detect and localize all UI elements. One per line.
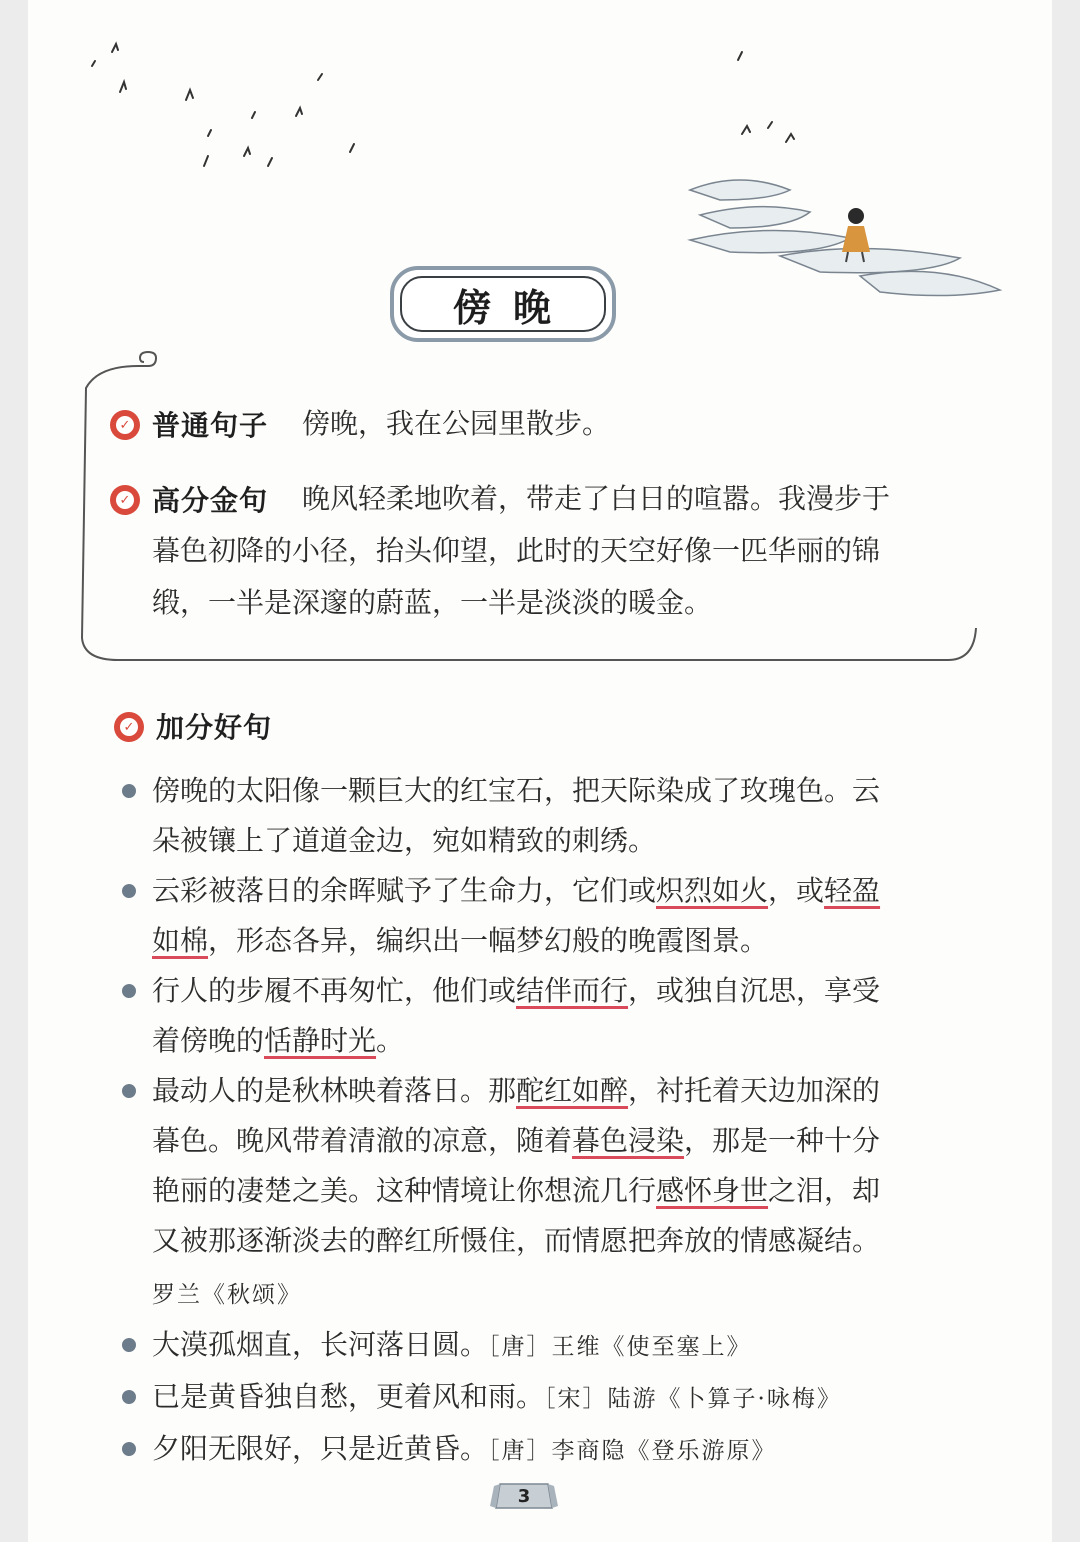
page-title: 傍晚 bbox=[400, 276, 606, 332]
underlined-phrase: 暮色浸染 bbox=[572, 1124, 685, 1157]
bonus-item-line: 如棉，形态各异，编织出一幅梦幻般的晚霞图景。 bbox=[152, 924, 769, 957]
check-badge-icon: ✓ bbox=[110, 485, 140, 515]
underlined-phrase: 结伴而行 bbox=[516, 974, 629, 1007]
bullet-icon bbox=[122, 884, 136, 898]
citation: 罗兰《秋颂》 bbox=[152, 1282, 302, 1308]
poem-line: 大漠孤烟直，长河落日圆。［唐］王维《使至塞上》 bbox=[152, 1328, 752, 1361]
gold-sentence-label: 高分金句 bbox=[152, 484, 269, 517]
citation: ［唐］李商隐《登乐游原》 bbox=[488, 1438, 777, 1464]
bonus-item-line: 艳丽的凄楚之美。这种情境让你想流几行感怀身世之泪，却 bbox=[152, 1174, 881, 1207]
page-number-badge bbox=[490, 1478, 558, 1514]
page-number: 3 bbox=[517, 1485, 531, 1507]
gold-sentence-line: 晚风轻柔地吹着，带走了白日的喧嚣。我漫步于 bbox=[302, 482, 891, 515]
bullet-icon bbox=[122, 1390, 136, 1404]
check-badge-icon: ✓ bbox=[110, 410, 140, 440]
underlined-phrase: 如棉 bbox=[152, 924, 209, 957]
bullet-icon bbox=[122, 984, 136, 998]
title-box bbox=[390, 266, 616, 342]
underlined-phrase: 感怀身世 bbox=[656, 1174, 769, 1207]
bonus-label: 加分好句 bbox=[156, 711, 273, 744]
citation: ［宋］陆游《卜算子·咏梅》 bbox=[544, 1386, 842, 1412]
gold-sentence-line: 暮色初降的小径，抬头仰望，此时的天空好像一匹华丽的锦 bbox=[152, 534, 881, 567]
underlined-phrase: 炽烈如火 bbox=[656, 874, 769, 907]
citation: ［唐］王维《使至塞上》 bbox=[488, 1334, 752, 1360]
bonus-item-line: 朵被镶上了道道金边，宛如精致的刺绣。 bbox=[152, 824, 657, 857]
bonus-item-line: 最动人的是秋林映着落日。那酡红如醉，衬托着天边加深的 bbox=[152, 1074, 881, 1107]
bonus-item-line: 着傍晚的恬静时光。 bbox=[152, 1024, 405, 1057]
poem-line: 已是黄昏独自愁，更着风和雨。［宋］陆游《卜算子·咏梅》 bbox=[152, 1380, 842, 1413]
bonus-item-line: 暮色。晚风带着清澈的凉意，随着暮色浸染，那是一种十分 bbox=[152, 1124, 881, 1157]
bonus-item-line: 傍晚的太阳像一颗巨大的红宝石，把天际染成了玫瑰色。云 bbox=[152, 774, 881, 807]
normal-sentence-text: 傍晚，我在公园里散步。 bbox=[302, 407, 611, 440]
bonus-item-line: 行人的步履不再匆忙，他们或结伴而行，或独自沉思，享受 bbox=[152, 974, 881, 1007]
underlined-phrase: 酡红如醉 bbox=[516, 1074, 629, 1107]
bonus-item-line: 云彩被落日的余晖赋予了生命力，它们或炽烈如火，或轻盈 bbox=[152, 874, 881, 907]
underlined-phrase: 轻盈 bbox=[824, 874, 881, 907]
normal-sentence-label: 普通句子 bbox=[152, 409, 269, 442]
poem-line: 夕阳无限好，只是近黄昏。［唐］李商隐《登乐游原》 bbox=[152, 1432, 777, 1465]
check-badge-icon: ✓ bbox=[114, 712, 144, 742]
bullet-icon bbox=[122, 1084, 136, 1098]
bullet-icon bbox=[122, 784, 136, 798]
underlined-phrase: 恬静时光 bbox=[264, 1024, 377, 1057]
bullet-icon bbox=[122, 1338, 136, 1352]
path-stones bbox=[690, 180, 1000, 296]
gold-sentence-line: 缎，一半是深邃的蔚蓝，一半是淡淡的暖金。 bbox=[152, 586, 713, 619]
bullet-icon bbox=[122, 1442, 136, 1456]
bonus-item-line: 又被那逐渐淡去的醉红所慑住，而情愿把奔放的情感凝结。 bbox=[152, 1224, 881, 1257]
